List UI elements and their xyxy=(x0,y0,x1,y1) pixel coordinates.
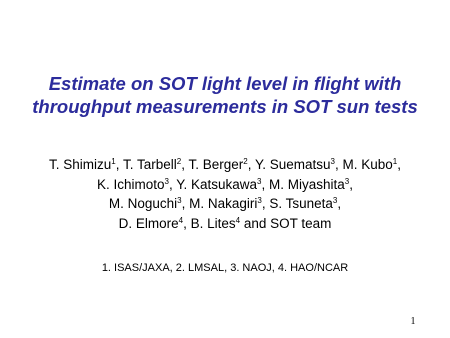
separator: , xyxy=(183,215,191,231)
title-line: throughput measurements in SOT sun tests xyxy=(32,96,418,117)
author-name: M. Miyashita xyxy=(269,176,345,192)
separator: , xyxy=(181,196,190,211)
affiliation-marker: 4 xyxy=(235,215,241,225)
affiliations: 1. ISAS/JAXA, 2. LMSAL, 3. NAOJ, 4. HAO/NCAR xyxy=(101,262,349,274)
separator: , xyxy=(247,157,255,172)
separator: , xyxy=(337,196,342,211)
author-name: B. Lites xyxy=(190,215,236,231)
author-name: M. Kubo xyxy=(342,157,393,172)
author-name: Y. Katsukawa xyxy=(176,176,258,192)
affiliation-marker: 4 xyxy=(178,215,184,225)
affiliation-marker: 3 xyxy=(164,176,169,186)
author-name: M. Noguchi xyxy=(108,196,178,211)
author-line xyxy=(0,155,450,175)
affiliation-marker: 3 xyxy=(330,157,335,166)
affiliation-marker: 1 xyxy=(111,157,116,166)
author-name: Y. Suematsu xyxy=(254,157,331,172)
affiliation-marker: 3 xyxy=(257,176,262,186)
author-line xyxy=(0,175,450,195)
separator: , xyxy=(115,157,123,172)
author-name: S. Tsuneta xyxy=(269,196,333,211)
separator: , xyxy=(261,176,270,192)
author-name: M. Nakagiri xyxy=(189,196,258,211)
affiliation-marker: 2 xyxy=(176,157,182,166)
separator: , xyxy=(397,157,402,172)
author-name: D. Elmore xyxy=(118,215,179,231)
affiliation-marker: 3 xyxy=(344,176,350,186)
affiliation-marker: 3 xyxy=(177,196,182,205)
page-number: 1 xyxy=(410,316,416,327)
title-line: Estimate on SOT light level in flight with xyxy=(48,73,402,94)
author-name: T. Shimizu xyxy=(48,157,112,172)
author-name: K. Ichimoto xyxy=(96,176,165,192)
author-line xyxy=(0,214,450,234)
separator: , xyxy=(261,196,270,211)
separator: , xyxy=(181,157,189,172)
separator: , xyxy=(349,176,354,192)
affiliation-marker: 3 xyxy=(332,196,338,205)
affiliation-marker: 3 xyxy=(257,196,262,205)
author-name: T. Tarbell xyxy=(122,157,177,172)
separator: , xyxy=(335,157,343,172)
slide-title xyxy=(0,72,450,118)
author-name: T. Berger xyxy=(188,157,244,172)
separator: and SOT team xyxy=(240,215,332,231)
separator: , xyxy=(168,176,177,192)
author-line xyxy=(0,194,450,214)
affiliation-marker: 1 xyxy=(392,157,398,166)
author-list xyxy=(0,155,450,233)
affiliation-marker: 2 xyxy=(243,157,248,166)
